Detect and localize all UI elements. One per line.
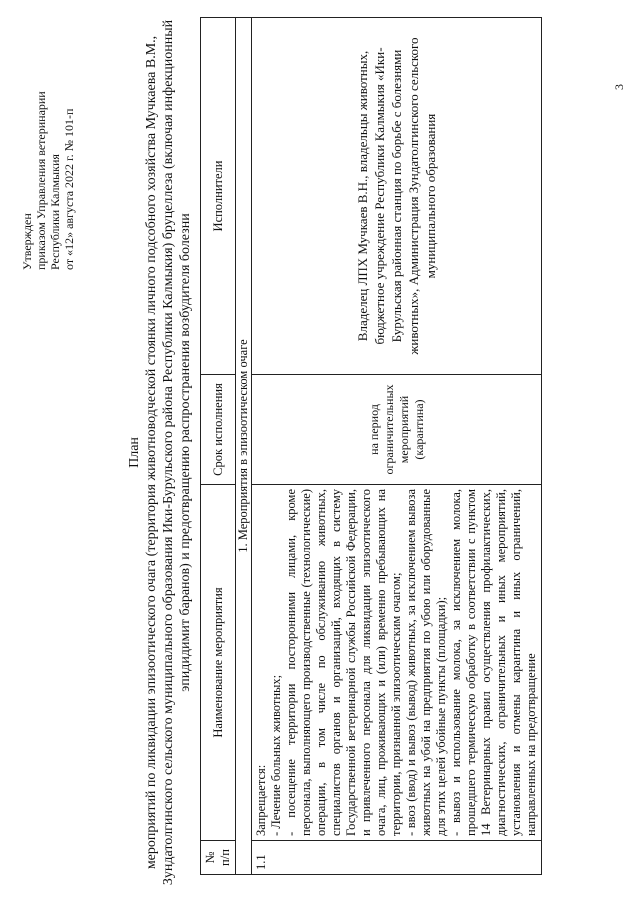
header-name: Наименование мероприятия <box>201 485 236 841</box>
measure-line: - вывоз и использование молока, за исключением молока, прошедшего термическую обработку в соответствии с пунктом 14 Ветеринарных правил осуществления профилактических, диагностических, ограничительных и иных мероприятий, установления и отмены карантина и иных ограничений, направленных на предотвращение <box>449 489 538 836</box>
plan-table <box>200 17 542 875</box>
section-row <box>236 18 252 875</box>
header-num: № п/п <box>201 841 236 875</box>
measure-text <box>252 485 542 841</box>
title-text: мероприятий по ликвидации эпизоотического очага (территория животноводческой стоянки личного подсобного хозяйства Мучкаева В.М., Зундатолгинского сельского муниципального образования Ики-Бурульского района Республики Калмыкия) бруцеллеза (включая инфекционный эпидидимит баранов) и предотвращению распространения возбудителя болезни <box>144 19 193 886</box>
approval-line: Республики Калмыкия <box>48 154 62 270</box>
table-header-row <box>201 18 236 875</box>
approval-block <box>20 60 76 270</box>
title-heading: План <box>127 437 142 468</box>
approval-line: приказом Управления ветеринарии <box>34 91 48 270</box>
executors-cell: Владелец ЛПХ Мучкаев В.Н., владельцы животных, бюджетное учреждение Республики Калмыкия «Ики-Бурульская районная станция по борьбе с болезнями животных», Администрация Зундатолгинского сельского муниципального образования <box>252 18 542 375</box>
measure-line: Запрещается: <box>254 764 268 836</box>
section-title: 1. Мероприятия в эпизоотическом очаге <box>236 18 252 875</box>
header-term: Срок исполнения <box>201 375 236 485</box>
page-number: 3 <box>612 84 626 90</box>
row-number: 1.1 <box>252 841 542 875</box>
approval-line: Утвержден <box>20 213 34 270</box>
table-row <box>252 18 542 875</box>
header-exec: Исполнители <box>201 18 236 375</box>
document-title <box>126 15 194 890</box>
approval-line: от «12» августа 2022 г. № 101-п <box>62 108 76 270</box>
measure-line: - посещение территории посторонними лицами, кроме персонала, выполняющего производственные (технологические) операции, в том числе по обслуживанию животных, специалистов органов и организаций, входящих в систему Государственной ветеринарной службы Российской Федерации, и привлеченного персонала для ликвидации эпизоотического очага, лиц, проживающих и (или) временно пребывающих на территории, признанной эпизоотическим очагом; <box>284 489 403 836</box>
term-cell: на период ограничительных мероприятий (карантина) <box>252 375 542 485</box>
measure-line: - Лечение больных животных; <box>269 674 283 836</box>
measure-line: - ввоз (ввод) и вывоз (вывод) животных, за исключением вывоза животных на убой на предприятия по убою или оборудованные для этих целей убойные пункты (площадки); <box>404 489 448 836</box>
